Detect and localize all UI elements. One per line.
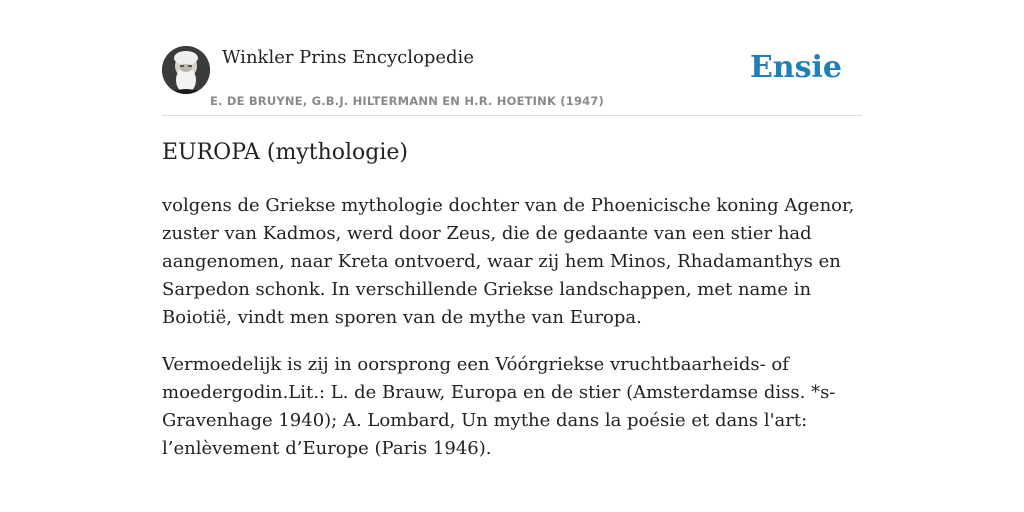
page-title: EUROPA (mythologie)	[162, 140, 408, 165]
source-title[interactable]: Winkler Prins Encyclopedie	[222, 47, 474, 68]
brand-logo[interactable]: Ensie	[749, 50, 842, 85]
article-body	[162, 192, 862, 482]
source-header	[162, 46, 862, 116]
paragraph: Vermoedelijk is zij in oorsprong een Vóórgriekse vruchtbaarheids- of moedergodin.Lit.: L. de Brauw, Europa en de stier (Amsterdamse diss. *s-Gravenhage 1940); A. Lombard, Un mythe dans la poésie et dans l'art: l’enlèvement d’Europe (Paris 1946).	[162, 354, 836, 459]
source-authors: E. DE BRUYNE, G.B.J. HILTERMANN EN H.R. HOETINK (1947)	[210, 94, 605, 108]
header-divider	[162, 115, 862, 116]
portrait-image	[162, 46, 210, 94]
avatar[interactable]	[162, 46, 210, 94]
paragraph: volgens de Griekse mythologie dochter van de Phoenicische koning Agenor, zuster van Kadmos, werd door Zeus, die de gedaante van een stier had aangenomen, naar Kreta ontvoerd, waar zij hem Minos, Rhadamanthys en Sarpedon schonk. In verschillende Griekse landschappen, met name in Boiotië, vindt men sporen van de mythe van Europa.	[162, 195, 855, 328]
